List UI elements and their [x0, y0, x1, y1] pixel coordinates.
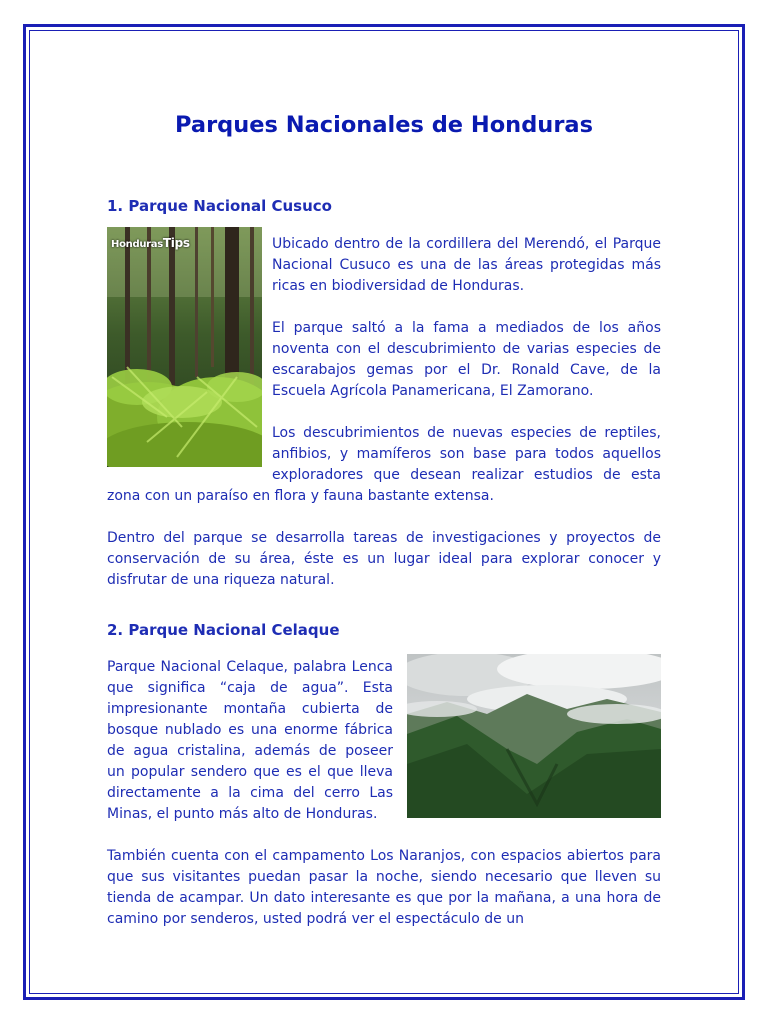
paragraph: Dentro del parque se desarrolla tareas de investigaciones y proyectos de conservación de su área, éste es un lugar ideal para explorar conocer y disfrutar de una riqueza natural. — [107, 530, 661, 588]
section-heading-cusuco: 1. Parque Nacional Cusuco — [107, 197, 332, 215]
section-heading-celaque: 2. Parque Nacional Celaque — [107, 621, 340, 639]
paragraph: Los descubrimientos de nuevas especies de reptiles, anfibios, y mamíferos son base para todos aquellos exploradores que desean realizar estudios de esta zona con un paraíso en flora y fauna bastante extensa. — [107, 425, 661, 504]
section-body-cusuco — [107, 234, 661, 612]
forest-fern-photo-icon — [107, 227, 262, 467]
paragraph: También cuenta con el campamento Los Naranjos, con espacios abiertos para que sus visitantes puedan pasar la noche, siendo necesario que lleven su tienda de acampar. Un dato interesante es que por la mañana, a una hora de camino por senderos, usted podrá ver el espectáculo de un — [107, 848, 661, 927]
paragraph: Parque Nacional Celaque, palabra Lenca que significa “caja de agua”. Esta impresionante montaña cubierta de bosque nublado es una enorme fábrica de agua cristalina, además de poseer un popular sendero que es el que lleva directamente a la cima del cerro Las Minas, el punto más alto de Honduras. — [107, 659, 393, 822]
paragraph: El parque saltó a la fama a mediados de los años noventa con el descubrimiento de varias especies de escarabajos gemas por el Dr. Ronald Cave, de la Escuela Agrícola Panamericana, El Zamorano. — [272, 320, 661, 399]
page-title: Parques Nacionales de Honduras — [175, 112, 593, 138]
watermark-logo: HondurasTips — [111, 236, 190, 250]
cloudy-mountain-photo-icon — [407, 654, 661, 818]
paragraph: Ubicado dentro de la cordillera del Merendó, el Parque Nacional Cusuco es una de las áreas protegidas más ricas en biodiversidad de Honduras. — [272, 236, 661, 294]
section-body-celaque — [107, 657, 661, 951]
